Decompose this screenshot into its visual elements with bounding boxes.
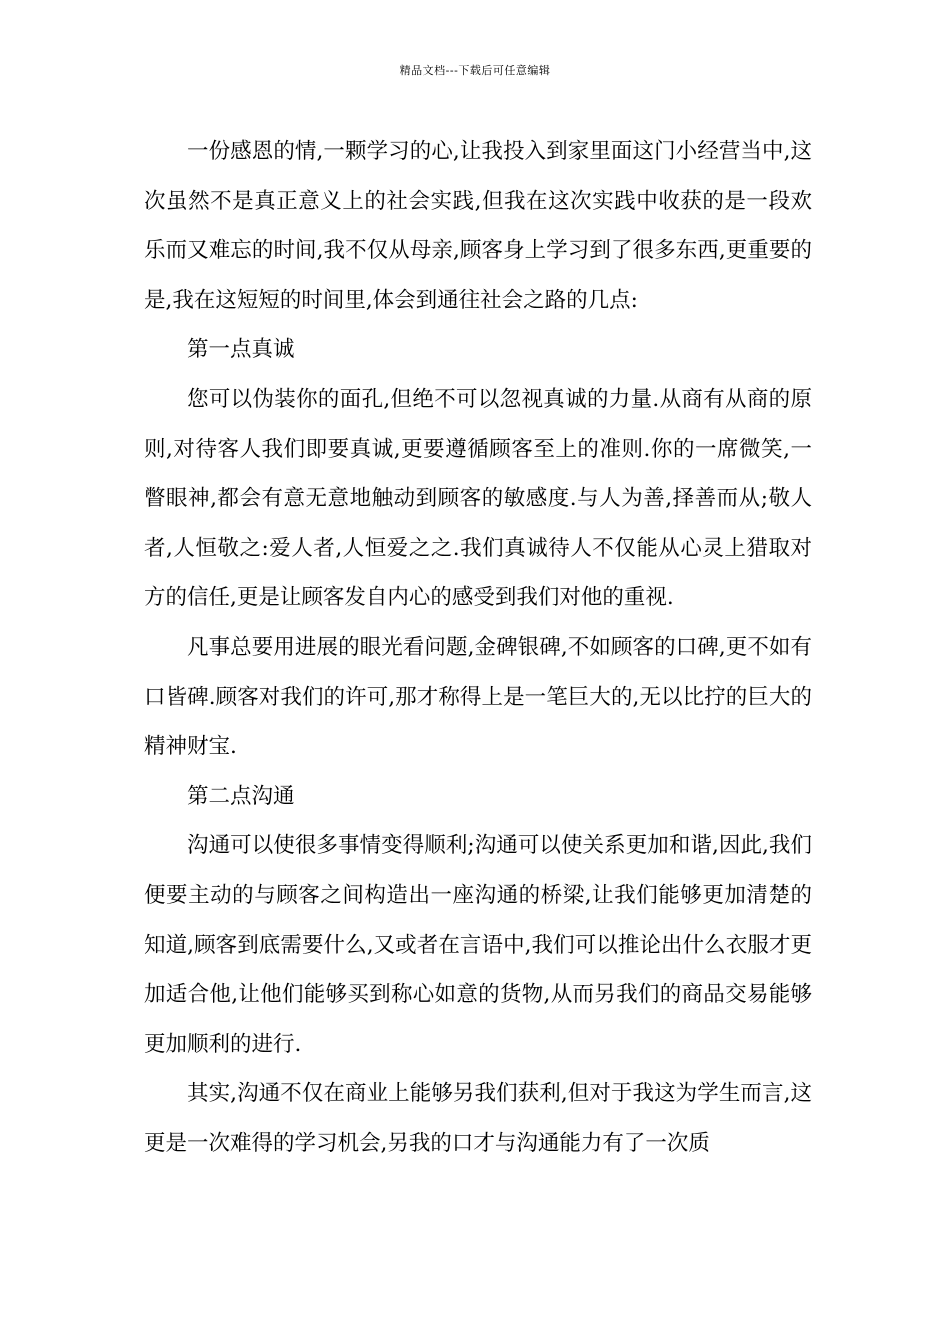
section-heading: 第一点真诚 [187,337,295,363]
paragraph: 一份感恩的情,一颗学习的心,让我投入到家里面这门小经营当中,这次虽然不是真正意义上的社会实践,但我在这次实践中收获的是一段欢乐而又难忘的时间,我不仅从母亲,顾客身上学习到了很多东西,更重要的是,我在这短短的时间里,体会到通往社会之路的几点: [144,139,812,313]
section-heading: 第二点沟通 [187,783,295,809]
paragraph: 沟通可以使很多事情变得顺利;沟通可以使关系更加和谐,因此,我们便要主动的与顾客之间构造出一座沟通的桥梁,让我们能够更加清楚的知道,顾客到底需要什么,又或者在言语中,我们可以推论出什么衣服才更加适合他,让他们能够买到称心如意的货物,从而另我们的商品交易能够更加顺利的进行. [144,833,812,1057]
page-header: 精品文档---下载后可任意编辑 [399,64,551,77]
document-body [144,127,812,1168]
paragraph: 您可以伪装你的面孔,但绝不可以忽视真诚的力量.从商有从商的原则,对待客人我们即要真诚,更要遵循顾客至上的准则.你的一席微笑,一瞥眼神,都会有意无意地触动到顾客的敏感度.与人为善,择善而从;敬人者,人恒敬之:爱人者,人恒爱之之.我们真诚待人不仅能从心灵上猎取对方的信任,更是让顾客发自内心的感受到我们对他的重视. [144,386,812,611]
paragraph: 凡事总要用进展的眼光看问题,金碑银碑,不如顾客的口碑,更不如有口皆碑.顾客对我们的许可,那才称得上是一笔巨大的,无以比拧的巨大的精神财宝. [144,634,812,760]
paragraph: 其实,沟通不仅在商业上能够另我们获利,但对于我这为学生而言,这更是一次难得的学习机会,另我的口才与沟通能力有了一次质 [144,1081,812,1156]
